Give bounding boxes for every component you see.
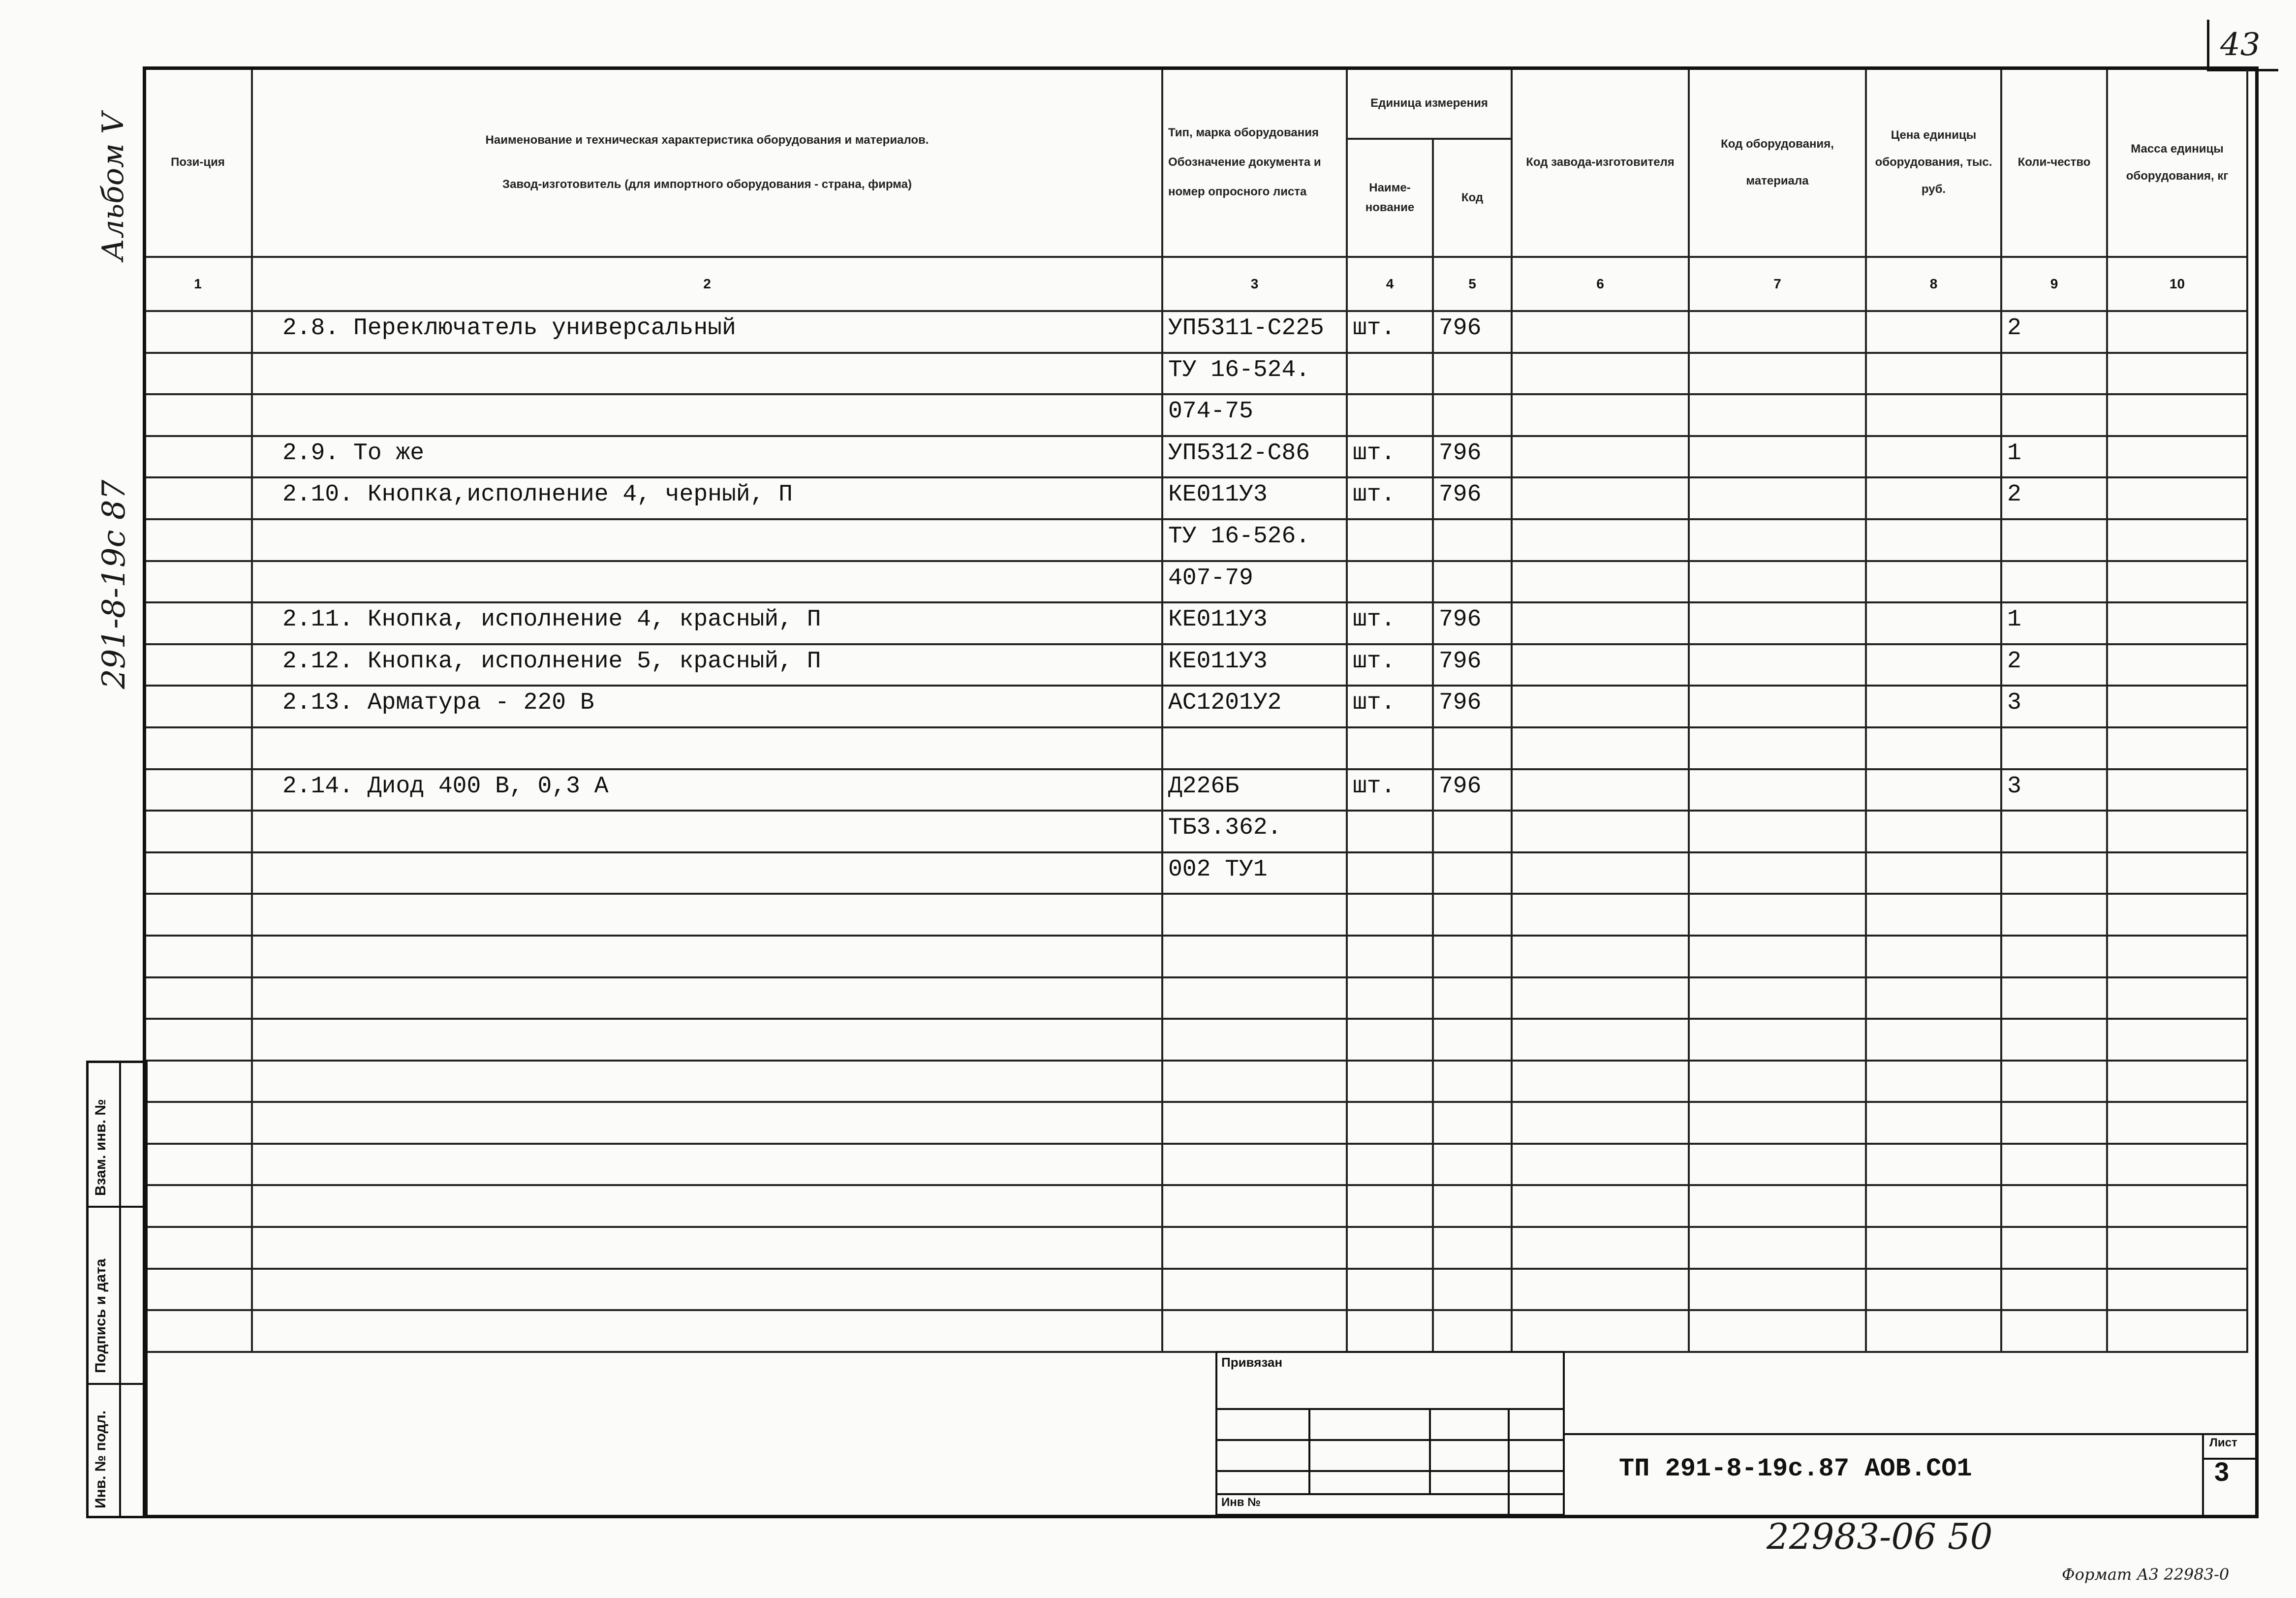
row-quantity: 1 <box>2001 602 2107 644</box>
sheet-frame <box>143 66 2259 1518</box>
row-quantity: 3 <box>2001 686 2107 727</box>
project-code-vertical: 291-8-19с 87 <box>96 479 132 689</box>
page-number-box <box>2207 20 2278 71</box>
colnum-9: 9 <box>2001 257 2107 311</box>
row-unit-code: 796 <box>1433 436 1512 478</box>
inv-no-label: Инв № <box>1221 1496 1261 1509</box>
tb-line <box>1217 1439 1563 1441</box>
row-quantity: 2 <box>2001 477 2107 519</box>
row-name: 2.14. Диод 400 В, 0,3 А <box>252 769 1162 811</box>
header-unit-name: Наиме-нование <box>1347 139 1433 257</box>
tb-vline <box>1508 1408 1510 1517</box>
colnum-2: 2 <box>252 257 1162 311</box>
row-unit-code: 796 <box>1433 602 1512 644</box>
strip-podpis-label: Подпись и дата <box>93 1258 109 1373</box>
row-unit-code: 796 <box>1433 311 1512 353</box>
sheet-label: Лист <box>2209 1436 2237 1449</box>
row-type: КЕ011У3 <box>1162 644 1347 686</box>
row-quantity: 2 <box>2001 644 2107 686</box>
sheet-number: 3 <box>2214 1457 2230 1487</box>
album-label: Альбом V <box>96 112 130 261</box>
page-number: 43 <box>2220 27 2261 63</box>
format-label: Формат А3 22983-0 <box>2062 1565 2230 1584</box>
row-type: 002 ТУ1 <box>1162 852 1347 894</box>
tb-vline <box>1429 1408 1431 1493</box>
row-type: АС1201У2 <box>1162 686 1347 727</box>
row-type: ТУ 16-524. <box>1162 353 1347 395</box>
row-unit-name: шт. <box>1347 686 1433 727</box>
colnum-4: 4 <box>1347 257 1433 311</box>
row-unit-name: шт. <box>1347 769 1433 811</box>
row-unit-name: шт. <box>1347 644 1433 686</box>
header-factory-code: Код завода-изготовителя <box>1512 67 1689 257</box>
header-mass: Масса единицы оборудования, кг <box>2107 67 2247 257</box>
privyazan-block <box>1215 1351 1565 1516</box>
row-unit-name: шт. <box>1347 602 1433 644</box>
row-type: 407-79 <box>1162 561 1347 603</box>
colnum-7: 7 <box>1689 257 1866 311</box>
header-name-line2: Завод-изготовитель (для импортного оборудования - страна, фирма) <box>502 177 912 191</box>
row-type: УП5311-С225 <box>1162 311 1347 353</box>
row-type: ТБ3.362. <box>1162 811 1347 852</box>
strip-inv-label: Инв. № подл. <box>93 1410 109 1508</box>
tb-line <box>1217 1493 1563 1495</box>
colnum-5: 5 <box>1433 257 1512 311</box>
row-name: 2.12. Кнопка, исполнение 5, красный, П <box>252 644 1162 686</box>
row-name: 2.10. Кнопка,исполнение 4, черный, П <box>252 477 1162 519</box>
sheet-box-divider <box>2202 1433 2204 1517</box>
header-name-line1: Наименование и техническая характеристика оборудования и материалов. <box>485 133 929 147</box>
document-code: ТП 291-8-19с.87 АОВ.СО1 <box>1619 1454 1972 1483</box>
row-unit-name: шт. <box>1347 477 1433 519</box>
strip-divider <box>119 1063 121 1516</box>
colnum-3: 3 <box>1162 257 1347 311</box>
colnum-8: 8 <box>1866 257 2001 311</box>
row-unit-name: шт. <box>1347 436 1433 478</box>
header-unit: Единица измерения <box>1347 67 1512 139</box>
row-name: 2.8. Переключатель универсальный <box>252 311 1162 353</box>
row-unit-code: 796 <box>1433 644 1512 686</box>
row-quantity: 2 <box>2001 311 2107 353</box>
colnum-10: 10 <box>2107 257 2247 311</box>
header-position: Пози-ция <box>144 67 252 257</box>
row-name: 2.9. То же <box>252 436 1162 478</box>
strip-line-2 <box>89 1383 145 1385</box>
colnum-6: 6 <box>1512 257 1689 311</box>
row-type: КЕ011У3 <box>1162 602 1347 644</box>
row-quantity: 3 <box>2001 769 2107 811</box>
header-quantity: Коли-чество <box>2001 67 2107 257</box>
strip-line-1 <box>89 1206 145 1208</box>
privyazan-label: Привязан <box>1221 1355 1283 1370</box>
row-unit-code: 796 <box>1433 477 1512 519</box>
row-unit-code: 796 <box>1433 769 1512 811</box>
tb-line <box>1217 1470 1563 1472</box>
row-quantity: 1 <box>2001 436 2107 478</box>
colnum-1: 1 <box>144 257 252 311</box>
row-name: 2.13. Арматура - 220 В <box>252 686 1162 727</box>
row-type: КЕ011У3 <box>1162 477 1347 519</box>
header-price: Цена единицы оборудования, тыс. руб. <box>1866 67 2001 257</box>
header-unit-code: Код <box>1433 139 1512 257</box>
tb-vline <box>1308 1408 1310 1493</box>
stamp-strip <box>86 1061 148 1518</box>
title-block-line <box>1565 1433 2256 1435</box>
row-type: ТУ 16-526. <box>1162 519 1347 561</box>
row-type: 074-75 <box>1162 394 1347 436</box>
header-equipment-code: Код оборудования, материала <box>1689 67 1866 257</box>
header-type: Тип, марка оборудования Обозначение документа и номер опросного листа <box>1162 67 1347 257</box>
footer-code: 22983-06 50 <box>1767 1516 1993 1557</box>
tb-line <box>1217 1408 1563 1410</box>
row-name: 2.11. Кнопка, исполнение 4, красный, П <box>252 602 1162 644</box>
row-unit-code: 796 <box>1433 686 1512 727</box>
row-unit-name: шт. <box>1347 311 1433 353</box>
strip-vzam-label: Взам. инв. № <box>93 1099 109 1196</box>
row-type: Д226Б <box>1162 769 1347 811</box>
row-type: УП5312-С86 <box>1162 436 1347 478</box>
